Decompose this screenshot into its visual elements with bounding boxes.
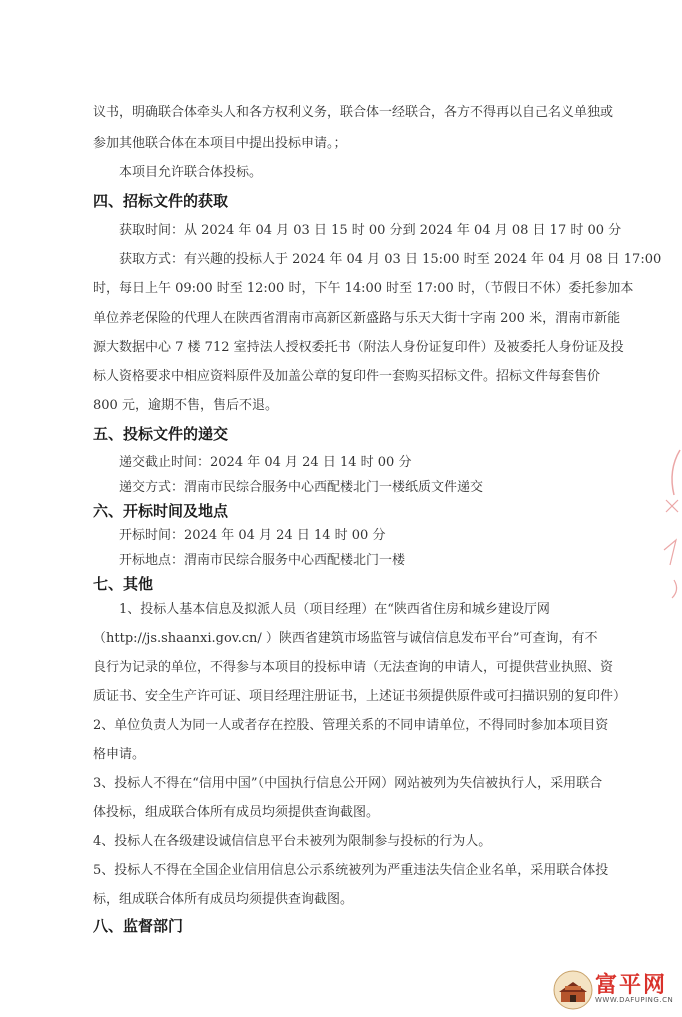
site-watermark [553, 968, 678, 1012]
text-line: 质证书、安全生产许可证、项目经理注册证书，上述证书须提供原件或可扫描识别的复印件） [93, 689, 627, 704]
seal-fragment [660, 440, 682, 600]
text-line: 良行为记录的单位，不得参与本项目的投标申请（无法查询的申请人，可提供营业执照、资 [93, 660, 614, 675]
text-line: 递交截止时间：2024 年 04 月 24 日 14 时 00 分 [119, 455, 412, 470]
text-line: 1、投标人基本信息及拟派人员（项目经理）在“陕西省住房和城乡建设厅网 [119, 602, 550, 617]
text-line: 体投标，组成联合体所有成员均须提供查询截图。 [93, 805, 380, 820]
text-line: 5、投标人不得在全国企业信用信息公示系统被列为严重违法失信企业名单，采用联合体投 [93, 863, 609, 878]
text-line: 开标时间：2024 年 04 月 24 日 14 时 00 分 [119, 528, 386, 543]
watermark-url: WWW.DAFUPING.CN [595, 996, 674, 1004]
text-line: 4、投标人在各级建设诚信信息平台未被列为限制参与投标的行为人。 [93, 834, 492, 849]
text-line: 800 元，逾期不售，售后不退。 [93, 398, 278, 413]
text-line: 3、投标人不得在“信用中国”（中国执行信息公开网）网站被列为失信被执行人，采用联合 [93, 776, 603, 791]
text-line: 格申请。 [93, 747, 146, 762]
text-line: （http://js.shaanxi.gov.cn/ ）陕西省建筑市场监管与诚信信息发布平台”可查询，有不 [93, 631, 598, 646]
section-heading-7: 七、其他 [93, 575, 154, 593]
text-line: 时，每日上午 09:00 时至 12:00 时，下午 14:00 时至 17:00 时，（节假日不休）委托参加本 [93, 281, 634, 296]
text-line: 获取方式：有兴趣的投标人于 2024 年 04 月 03 日 15:00 时至 2024 年 04 月 08 日 17:00 [119, 252, 662, 267]
section-heading-4: 四、招标文件的获取 [93, 192, 229, 210]
text-line: 单位养老保险的代理人在陕西省渭南市高新区新盛路与乐天大街十字南 200 米，渭南市新能 [93, 311, 621, 326]
text-line: 源大数据中心 7 楼 712 室持法人授权委托书（附法人身份证复印件）及被委托人身份证及投 [93, 340, 624, 355]
section-heading-5: 五、投标文件的递交 [93, 425, 229, 443]
text-line: 参加其他联合体在本项目中提出投标申请。； [93, 136, 347, 151]
gate-tower-icon [553, 970, 593, 1010]
watermark-brand: 富平网 [595, 973, 668, 998]
text-line: 2、单位负责人为同一人或者存在控股、管理关系的不同申请单位，不得同时参加本项目资 [93, 718, 609, 733]
text-line: 递交方式：渭南市民综合服务中心西配楼北门一楼纸质文件递交 [119, 480, 484, 495]
section-heading-8: 八、监督部门 [93, 917, 184, 935]
section-heading-6: 六、开标时间及地点 [93, 502, 229, 520]
text-line: 获取时间：从 2024 年 04 月 03 日 15 时 00 分到 2024 年 04 月 08 日 17 时 00 分 [119, 223, 622, 238]
text-line: 本项目允许联合体投标。 [119, 165, 263, 180]
text-line: 议书，明确联合体牵头人和各方权利义务，联合体一经联合，各方不得再以自己名义单独或 [93, 105, 614, 120]
text-line: 标，组成联合体所有成员均须提供查询截图。 [93, 892, 354, 907]
text-line: 标人资格要求中相应资料原件及加盖公章的复印件一套购买招标文件。招标文件每套售价 [93, 369, 601, 384]
text-line: 开标地点：渭南市民综合服务中心西配楼北门一楼 [119, 553, 406, 568]
